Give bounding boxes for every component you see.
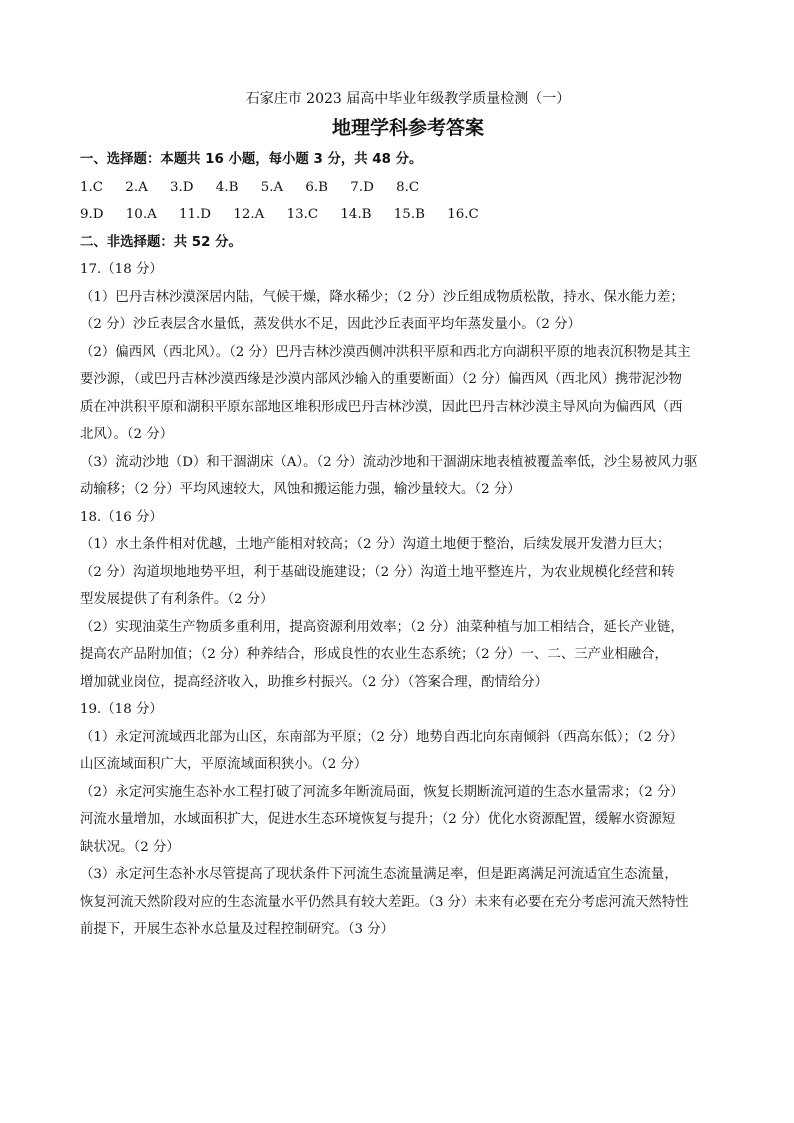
answer-item: 12.A [233, 207, 265, 222]
answer-line: 缺状况。（2 分） [80, 839, 180, 855]
choice-answers-row-2 [80, 201, 736, 229]
answer-item: 3.D [170, 179, 194, 195]
section-heading-nonchoice: 二、非选择题：共 52 分。 [80, 234, 242, 250]
answer-line: （1）水土条件相对优越，土地产能相对较高；（2 分）沟道土地便于整治，后续发展开发潜力巨大； [80, 537, 671, 552]
question-18-header: 18.（16 分） [80, 509, 163, 525]
answer-item: 1.C [80, 179, 104, 195]
answer-line: 动输移；（2 分）平均风速较大，风蚀和搬运能力强，输沙量较大。（2 分） [80, 482, 521, 497]
question-17-header: 17.（18 分） [80, 262, 163, 277]
answer-line: （1）永定河流域西北部为山区，东南部为平原；（2 分）地势自西北向东南倾斜（西高东低）；（2 分） [80, 729, 684, 745]
choice-answers-row-1 [80, 174, 736, 202]
answer-item: 14.B [340, 207, 372, 222]
answer-item: 16.C [447, 207, 479, 222]
answer-line: 山区流域面积广大，平原流域面积狭小。（2 分） [80, 757, 368, 772]
question-19-header: 19.（18 分） [80, 702, 163, 717]
answer-item: 13.C [286, 207, 319, 222]
answer-item: 4.B [215, 179, 239, 195]
answer-item: 10.A [125, 207, 157, 222]
answer-line: （2 分）沙丘表层含水量低，蒸发供水不足，因此沙丘表面平均年蒸发量小。（2 分） [80, 317, 581, 332]
answer-line: 北风）。（2 分） [80, 427, 174, 442]
answer-line: 型发展提供了有利条件。（2 分） [80, 592, 274, 607]
answer-item: 6.B [305, 179, 329, 195]
answer-line: （2 分）沟道坝地地势平坦，利于基础设施建设；（2 分）沟道土地平整连片，为农业规模化经营和转 [80, 564, 675, 580]
answer-item: 8.C [396, 179, 420, 195]
answer-line: 前提下，开展生态补水总量及过程控制研究。（3 分） [80, 922, 395, 937]
answer-item: 9.D [80, 207, 104, 222]
answer-line: 增加就业岗位，提高经济收入，助推乡村振兴。（2 分）（答案合理，酌情给分） [80, 674, 549, 690]
answer-item: 5.A [260, 179, 284, 195]
answer-item: 2.A [125, 179, 148, 195]
answer-item: 15.B [393, 207, 425, 222]
answer-line: 质在冲洪积平原和湖积平原东部地区堆积形成巴丹吉林沙漠，因此巴丹吉林沙漠主导风向为偏西风（西 [80, 399, 683, 415]
answer-line: （1）巴丹吉林沙漠深居内陆，气候干燥，降水稀少；（2 分）沙丘组成物质松散，持水、保水能力差； [80, 289, 684, 305]
section-heading-choice: 一、选择题：本题共 16 小题，每小题 3 分，共 48 分。 [80, 152, 423, 167]
answer-line: （3）流动沙地（D）和干涸湖床（A）。（2 分）流动沙地和干涸湖床地表植被覆盖率低，沙尘易被风力驱 [80, 454, 698, 470]
answer-line: 河流水量增加，水域面积扩大，促进水生态环境恢复与提升；（2 分）优化水资源配置，缓解水资源短 [80, 812, 676, 827]
answer-line: 恢复河流天然阶段对应的生态流量水平仍然具有较大差距。（3 分）未来有必要在充分考虑河流天然特性 [80, 894, 689, 910]
answer-line: 提高农产品附加值；（2 分）种养结合，形成良性的农业生态系统；（2 分）一、二、三产业相融合， [80, 647, 668, 662]
page-title: 地理学科参考答案 [331, 117, 484, 139]
answer-item: 11.D [179, 207, 212, 222]
answer-line: （2）偏西风（西北风）。（2 分）巴丹吉林沙漠西侧冲洪积平原和西北方向湖积平原的地表沉积物是其主 [80, 344, 691, 360]
answer-line: 要沙源，（或巴丹吉林沙漠西缘是沙漠内部风沙输入的重要断面）（2 分）偏西风（西北风）携带泥沙物 [80, 372, 682, 387]
answer-item: 7.D [350, 179, 374, 195]
answer-line: （3）永定河生态补水尽管提高了现状条件下河流生态流量满足率，但是距离满足河流适宜生态流量， [80, 867, 678, 882]
answer-line: （2）永定河实施生态补水工程打破了河流多年断流局面，恢复长期断流河道的生态水量需求；（2 分） [80, 784, 684, 800]
answer-line: （2）实现油菜生产物质多重利用，提高资源利用效率；（2 分）油菜种植与加工相结合，延长产业链， [80, 619, 684, 635]
exam-subtitle: 石家庄市 2023 届高中毕业年级教学质量检测（一） [245, 91, 571, 107]
